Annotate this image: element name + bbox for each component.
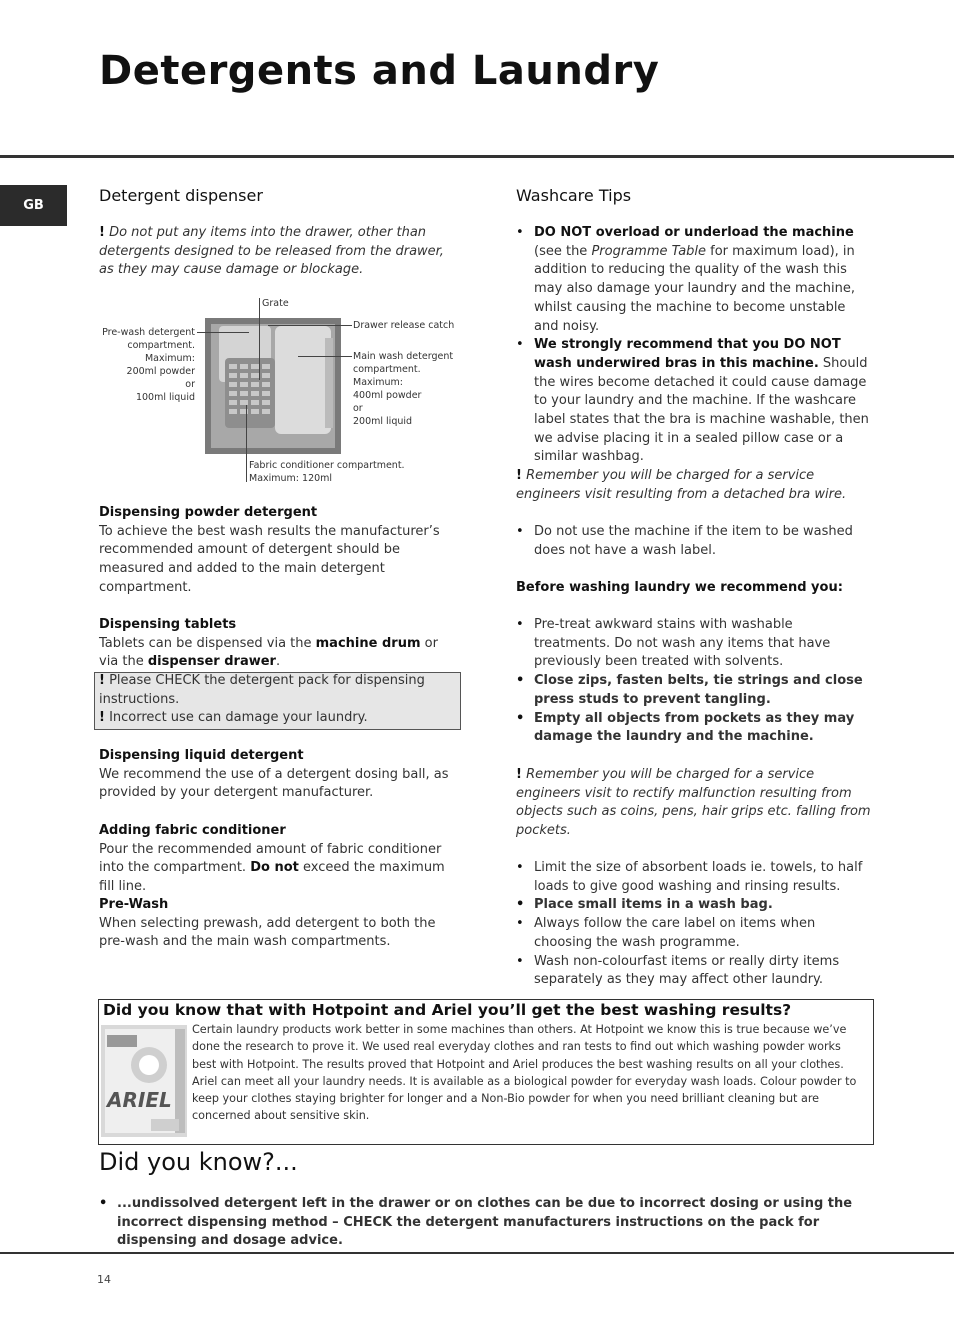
check-notice-text-1: Please CHECK the detergent pack for dispensing instructions. [99, 673, 425, 707]
label-mainwash-line: Main wash detergent [353, 351, 454, 362]
label-mainwash [353, 350, 453, 428]
detergent-dispenser-heading: Detergent dispenser [99, 186, 263, 205]
tablets-section [99, 616, 461, 672]
ariel-logo-text: ARIEL [107, 1088, 172, 1112]
ariel-text [192, 1021, 868, 1125]
pockets-note-text: Remember you will be charged for a service engineers visit to rectify malfunction resulting from objects such as coins, pens, hair grips etc. falling from pockets. [516, 767, 871, 839]
label-drawer-release: Drawer release catch [353, 320, 455, 331]
warning-mark: ! [516, 767, 522, 782]
washcare-list-2 [516, 523, 872, 560]
bottom-divider [0, 1252, 954, 1254]
label-mainwash-line: or [353, 403, 363, 414]
fabric-leader [246, 405, 247, 482]
dispenser-photo [205, 318, 341, 454]
tablets-text-drawer: dispenser drawer [147, 654, 276, 670]
label-prewash-line: or [185, 379, 195, 390]
powder-section [99, 504, 459, 598]
before-washing-heading: Before washing laundry we recommend you: [516, 580, 843, 595]
label-prewash-line: Maximum: [144, 353, 195, 364]
page-number: 14 [97, 1273, 111, 1286]
list-item: • Pre-treat awkward stains with washable treatments. Do not wash any items that have previously been treated with solvents. [516, 616, 872, 672]
check-mark: ! [99, 673, 105, 688]
ariel-pack-image [101, 1025, 187, 1137]
washcare-heading: Washcare Tips [516, 186, 632, 205]
prewash-text: When selecting prewash, add detergent to both the pre-wash and the main wash compartments. [99, 915, 436, 950]
washcare-list-4 [516, 859, 872, 990]
prewash-heading: Pre-Wash [99, 897, 169, 912]
list-item: • Do not use the machine if the item to be washed does not have a wash label. [516, 523, 872, 560]
list-item-text: (see the [534, 243, 592, 259]
label-mainwash-line: Maximum: [353, 377, 404, 388]
list-item [516, 224, 872, 336]
list-item: • Place small items in a wash bag. [516, 896, 872, 915]
check-notice [99, 672, 457, 728]
washcare-list-1 [516, 224, 872, 467]
tablets-text-c: . [275, 654, 281, 670]
prewash-section [99, 896, 459, 952]
tablets-text-a: Tablets can be dispensed via the [99, 635, 316, 651]
bra-note [516, 467, 872, 504]
fabric-heading: Adding fabric conditioner [99, 823, 286, 838]
language-tab [0, 185, 67, 226]
label-mainwash-line: 200ml liquid [353, 416, 413, 427]
list-item-text: for maximum load), in addition to reducing the quality of the wash this may also damage your laundry and the machine, whilst causing the machine to become unstable and noisy. [534, 243, 856, 334]
list-item-italic: Programme Table [591, 243, 707, 259]
liquid-text: We recommend the use of a detergent dosing ball, as provided by your detergent manufacturer. [99, 766, 449, 801]
fabric-text [99, 841, 464, 897]
did-you-know-list [99, 1195, 859, 1251]
label-prewash [60, 326, 195, 404]
dispenser-warning-text: Do not put any items into the drawer, other than detergents designed to be released from the drawer, as they may cause damage or blockage. [99, 225, 444, 278]
label-mainwash-line: 400ml powder [353, 390, 422, 401]
list-item: • ...undissolved detergent left in the drawer or on clothes can be due to incorrect dosing or using the incorrect dispensing method – CHECK the detergent manufacturers instructions on the pack for dispensing and dosage advice. [99, 1195, 859, 1251]
liquid-heading: Dispensing liquid detergent [99, 748, 304, 763]
label-grate: Grate [262, 298, 289, 309]
dispenser-diagram [205, 318, 341, 454]
tablets-text-drum: machine drum [315, 635, 421, 651]
label-fabric [249, 459, 405, 485]
list-item-bold: DO NOT overload or underload the machine [534, 225, 854, 240]
bra-note-text: Remember you will be charged for a service engineers visit resulting from a detached bra wire. [516, 468, 847, 502]
prewash-leader [197, 332, 249, 333]
check-notice-line-2 [99, 709, 457, 728]
powder-heading: Dispensing powder detergent [99, 505, 318, 520]
check-notice-line-1 [99, 672, 457, 709]
label-prewash-line: 100ml liquid [135, 392, 195, 403]
label-fabric-line: Fabric conditioner compartment. [249, 460, 405, 471]
label-prewash-line: 200ml powder [126, 366, 195, 377]
tablets-text [99, 635, 461, 672]
label-prewash-line: compartment. [127, 340, 195, 351]
liquid-section [99, 747, 459, 803]
tablets-heading: Dispensing tablets [99, 617, 237, 632]
powder-text: To achieve the best wash results the manufacturer’s recommended amount of detergent should be measured and added to the main detergent compartment. [99, 523, 440, 595]
pockets-note [516, 766, 872, 841]
list-item: • Always follow the care label on items when choosing the wash programme. [516, 915, 872, 952]
did-you-know-heading: Did you know?... [99, 1148, 298, 1176]
list-item: • Limit the size of absorbent loads ie. towels, to half loads to give good washing and rinsing results. [516, 859, 872, 896]
fabric-text-donot: Do not [250, 860, 299, 876]
language-tab-label: GB [23, 198, 44, 213]
page-title: Detergents and Laundry [99, 48, 660, 94]
ariel-heading: Did you know that with Hotpoint and Ariel you’ll get the best washing results? [103, 1001, 792, 1019]
list-item: • Wash non-colourfast items or really dirty items separately as they may affect other laundry. [516, 953, 872, 990]
fabric-text-b: exceed the maximum fill line. [99, 860, 445, 895]
list-item-text: Should the wires become detached it could cause damage to your laundry and the machine. If the washcare label states that the bra is machine washable, then we advise placing it in a sealed pillow case or a similar washbag. [534, 355, 869, 465]
list-item [516, 336, 872, 467]
warning-mark: ! [516, 468, 522, 483]
washcare-list-3 [516, 616, 872, 747]
check-notice-text-2: Incorrect use can damage your laundry. [109, 710, 368, 726]
mainwash-leader [298, 356, 352, 357]
label-mainwash-line: compartment. [353, 364, 421, 375]
fabric-section [99, 822, 464, 897]
list-item: • Close zips, fasten belts, tie strings and close press studs to prevent tangling. [516, 672, 872, 709]
list-item: • Empty all objects from pockets as they may damage the laundry and the machine. [516, 710, 872, 747]
grate-leader [259, 298, 260, 380]
label-prewash-line: Pre-wash detergent [102, 327, 195, 338]
dispenser-warning [99, 224, 459, 280]
list-item-bold: We strongly recommend that you DO NOT wash underwired bras in this machine. [534, 337, 841, 371]
ariel-para-2: Ariel can meet all your laundry needs. It is available as a biological powder for everyday wash loads. Colour powder to keep your clothes staying brighter for longer and a Non-Bio powder for when you need brilliant cleaning but are concerned about sensitive skin. [192, 1074, 857, 1123]
warning-mark: ! [99, 225, 105, 240]
check-mark: ! [99, 710, 105, 726]
drawer-release-leader [268, 325, 352, 326]
tablets-text-b: or via the [99, 635, 438, 670]
label-fabric-line: Maximum: 120ml [249, 473, 333, 484]
fabric-text-a: Pour the recommended amount of fabric conditioner into the compartment. [99, 841, 442, 876]
top-divider [0, 155, 954, 158]
ariel-para-1: Certain laundry products work better in some machines than others. At Hotpoint we know this is true because we’ve done the research to prove it. We used real everyday clothes and ran tests to find out which washing powder works best with Hotpoint. The results proved that Hotpoint and Ariel produces the best washing results on all your clothes. [192, 1023, 847, 1071]
